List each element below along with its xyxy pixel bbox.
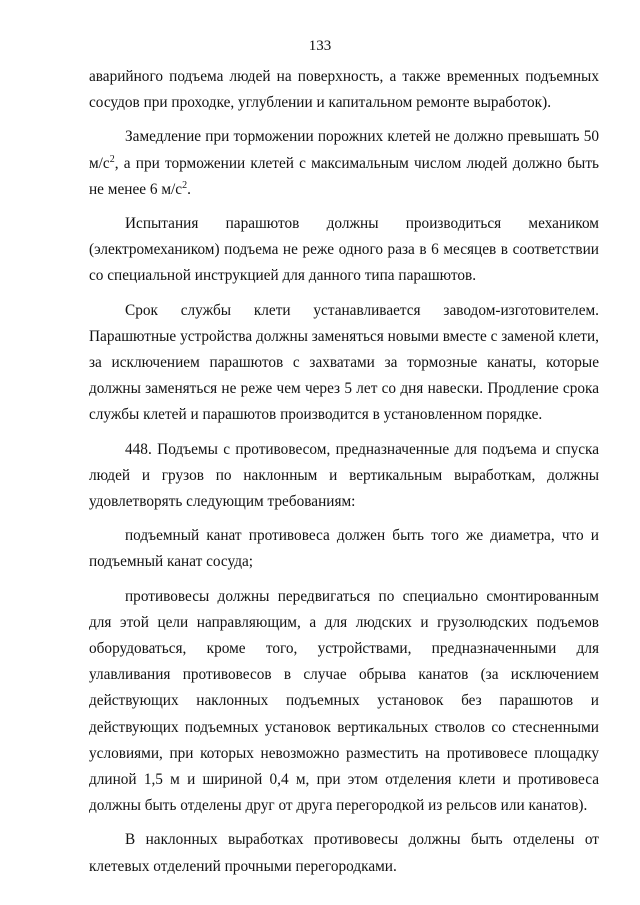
superscript-2b: 2 [182,179,188,191]
paragraph-2-part-3: . [187,180,191,198]
paragraph-4: Срок службы клети устанавливается заводом-изготовителем. Парашютные устройства должны заменяться новыми вместе с заменой клети, за исключением парашютов с захватами за тормозные канаты, которые должны заменяться не реже чем через 5 лет со дня навески. Продление срока службы клетей и парашютов производится в установленном порядке. [89,301,599,424]
body-text [89,64,599,888]
paragraph-2-part-2: , а при торможении клетей с максимальным числом людей должно быть не менее 6 м/с [89,154,599,198]
paragraph-8: В наклонных выработках противовесы должны быть отделены от клетевых отделений прочными перегородками. [89,831,599,875]
paragraph-1: аварийного подъема людей на поверхность, а также временных подъемных сосудов при проходке, углублении и капитальном ремонте выработок). [89,68,599,112]
paragraph-2 [89,124,599,203]
paragraph-5: 448. Подъемы с противовесом, предназначенные для подъема и спуска людей и грузов по наклонным и вертикальным выработкам, должны удовлетворять следующим требованиям: [89,440,599,511]
paragraph-7: противовесы должны передвигаться по специально смонтированным для этой цели направляющим, а для людских и грузолюдских подъемов оборудоваться, кроме того, устройствами, предназначенными для улавливания противовесов в случае обрыва канатов (за исключением действующих наклонных подъемных установок без парашютов и действующих подъемных установок вертикальных стволов со стесненными условиями, при которых невозможно разместить на противовесе площадку длиной 1,5 м и шириной 0,4 м, при этом отделения клети и противовеса должны быть отделены друг от друга перегородкой из рельсов или канатов). [89,587,599,815]
paragraph-3: Испытания парашютов должны производиться механиком (электромехаником) подъема не реже одного раза в 6 месяцев в соответствии со специальной инструкцией для данного типа парашютов. [89,215,599,285]
superscript-2: 2 [109,153,115,165]
paragraph-6: подъемный канат противовеса должен быть того же диаметра, что и подъемный канат сосуда; [89,527,599,571]
page-number: 133 [308,38,332,54]
paragraph-2-part-1: Замедление при торможении порожних клетей не должно превышать 50 м/с [89,128,599,172]
